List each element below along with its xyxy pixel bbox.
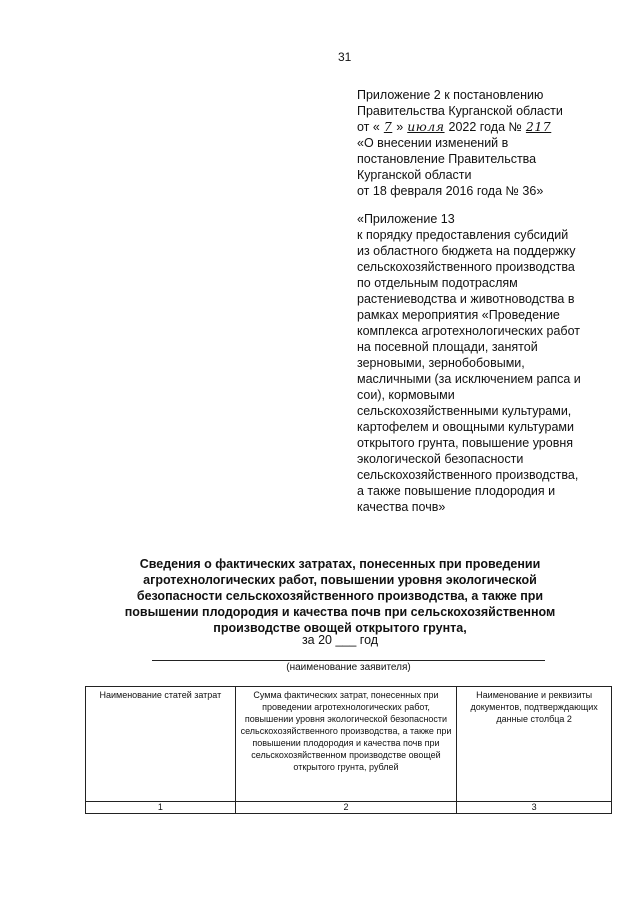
appendix13-line: на посевной площади, занятой xyxy=(357,340,538,354)
appendix13-line: «Приложение 13 xyxy=(357,212,455,226)
applicant-caption: (наименование заявителя) xyxy=(286,662,411,673)
appendix13-line: по отдельным подотраслям xyxy=(357,276,518,290)
appendix13-line: комплекса агротехнологических работ xyxy=(357,324,580,338)
appendix-2-header xyxy=(357,87,627,199)
document-heading xyxy=(80,556,600,636)
handwritten-month: июля xyxy=(407,119,445,134)
appendix13-line: рамках мероприятия «Проведение xyxy=(357,308,560,322)
appendix13-line: экологической безопасности xyxy=(357,452,524,466)
appendix13-line: сельскохозяйственного производства xyxy=(357,260,575,274)
appendix13-line: открытого грунта, повышение уровня xyxy=(357,436,574,450)
handwritten-day: 7 xyxy=(383,119,393,134)
heading-line: повышении плодородия и качества почв при сельскохозяйственном xyxy=(124,605,556,619)
appendix13-line: качества почв» xyxy=(357,500,446,514)
appendix-line: Правительства Курганской области xyxy=(357,104,563,118)
heading-line: Сведения о фактических затратах, понесенных при проведении xyxy=(139,557,541,571)
column-header-actual-costs: Сумма фактических затрат, понесенных при проведении агротехнологических работ, повышении уровня экологической безопасности сельскохозяйственного производства, а также при повышении плодородия и качества почв при сельскохозяйственном производстве овощей открытого грунта, рублей xyxy=(235,687,457,802)
page-number: 31 xyxy=(338,50,352,64)
applicant-name-line[interactable] xyxy=(152,660,545,661)
decree-mid: » xyxy=(396,120,404,134)
heading-line: производстве овощей открытого грунта, xyxy=(213,621,467,635)
column-number: 2 xyxy=(235,802,457,814)
table-header-row xyxy=(86,687,612,802)
appendix-line: от 18 февраля 2016 года № 36» xyxy=(357,184,544,198)
table-number-row xyxy=(86,802,612,814)
heading-line: безопасности сельскохозяйственного производства, а также при xyxy=(136,589,544,603)
appendix-line: Приложение 2 к постановлению xyxy=(357,88,544,102)
appendix-line: Курганской области xyxy=(357,168,472,182)
appendix13-line: а также повышение плодородия и xyxy=(357,484,556,498)
costs-table xyxy=(85,686,612,814)
heading-line: агротехнологических работ, повышении уровня экологической xyxy=(143,573,537,587)
handwritten-number: 217 xyxy=(525,119,552,134)
decree-prefix: от « xyxy=(357,120,380,134)
column-header-cost-items: Наименование статей затрат xyxy=(86,687,236,802)
appendix-line: «О внесении изменений в xyxy=(357,136,509,150)
appendix-line: постановление Правительства xyxy=(357,152,537,166)
appendix13-line: зерновыми, зернобобовыми, xyxy=(357,356,525,370)
appendix13-line: сельскохозяйственными культурами, xyxy=(357,404,572,418)
appendix13-line: сельскохозяйственного производства, xyxy=(357,468,579,482)
appendix13-line: из областного бюджета на поддержку xyxy=(357,244,576,258)
appendix13-line: картофелем и овощными культурами xyxy=(357,420,574,434)
column-number: 3 xyxy=(457,802,612,814)
appendix-13-header xyxy=(357,211,627,515)
decree-year: 2022 года № xyxy=(448,120,522,134)
appendix13-line: масличными (за исключением рапса и xyxy=(357,372,581,386)
appendix13-line: сои), кормовыми xyxy=(357,388,455,402)
decree-date-line xyxy=(357,119,627,135)
column-number: 1 xyxy=(86,802,236,814)
year-line: за 20 ___ год xyxy=(301,633,379,647)
appendix13-line: к порядку предоставления субсидий xyxy=(357,228,569,242)
column-header-documents: Наименование и реквизиты документов, подтверждающих данные столбца 2 xyxy=(457,687,612,802)
appendix13-line: растениеводства и животноводства в xyxy=(357,292,575,306)
